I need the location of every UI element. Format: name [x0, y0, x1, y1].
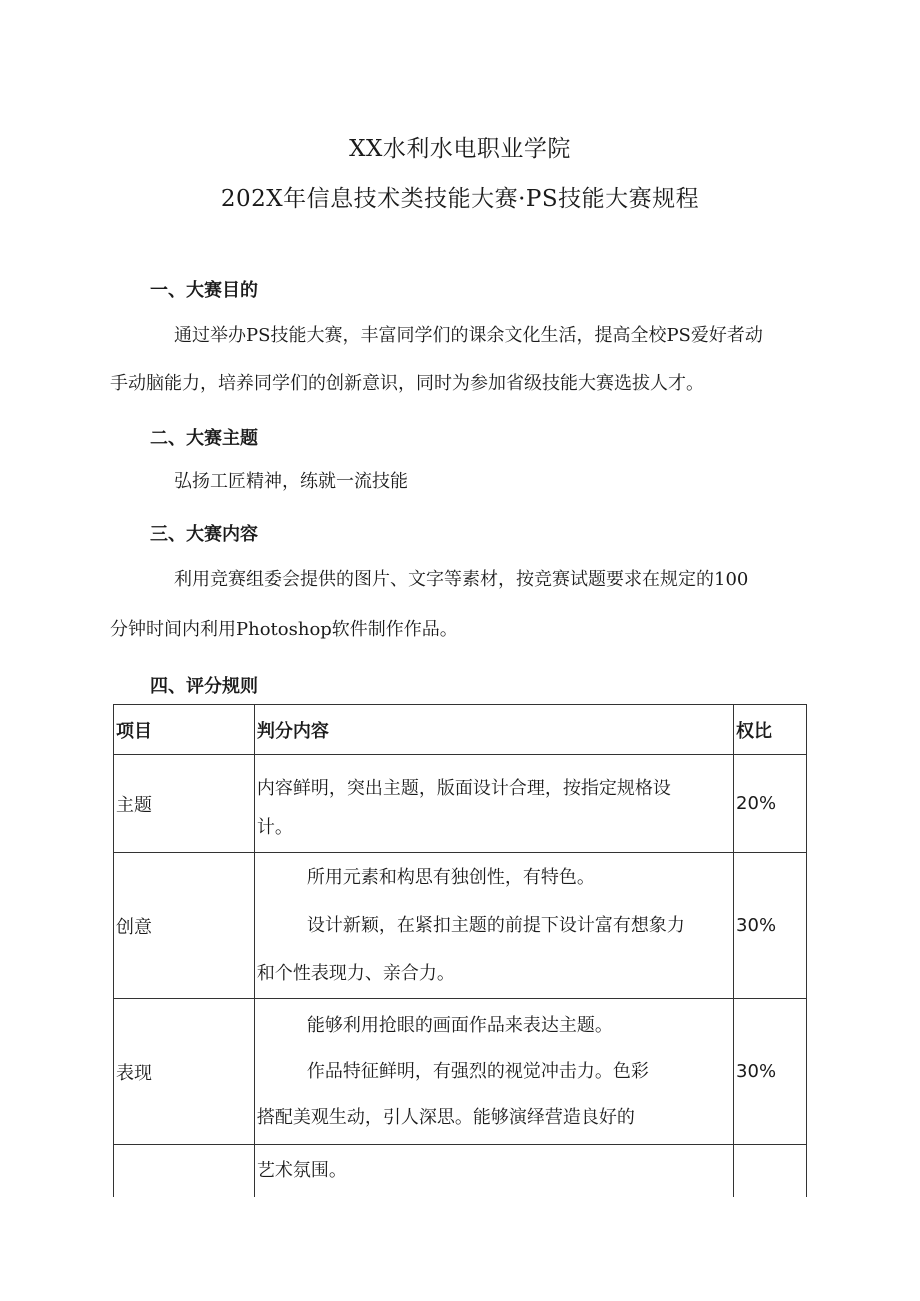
purpose-line-2: 手动脑能力，培养同学们的创新意识，同时为参加省级技能大赛选拔人才。 — [110, 373, 704, 394]
header-content: 判分内容 — [254, 705, 733, 755]
row-content-line: 设计新颖，在紧扣主题的前提下设计富有想象力 — [306, 914, 685, 936]
school-title: XX水利水电职业学院 — [349, 136, 571, 162]
row-content — [254, 755, 733, 853]
row-item: 主题 — [114, 755, 255, 853]
row-content-line: 作品特征鲜明，有强烈的视觉冲击力。色彩 — [306, 1060, 649, 1082]
contest-title: 202X年信息技术类技能大赛·PS技能大赛规程 — [220, 186, 700, 212]
row-content-line: 和个性表现力、亲合力。 — [256, 962, 455, 984]
section-heading-theme: 二、大赛主题 — [150, 428, 258, 449]
section-heading-content: 三、大赛内容 — [150, 524, 258, 545]
table-row — [114, 755, 807, 853]
theme-line: 弘扬工匠精神，练就一流技能 — [174, 471, 408, 492]
content-line-1: 利用竞赛组委会提供的图片、文字等素材，按竞赛试题要求在规定的100 — [174, 569, 749, 590]
table-header-row — [114, 705, 807, 755]
header-weight: 权比 — [734, 705, 807, 755]
row-item: 创意 — [114, 853, 255, 999]
row-content-line: 艺术氛围。 — [256, 1159, 347, 1181]
row-content-line: 能够利用抢眼的画面作品来表达主题。 — [306, 1014, 613, 1036]
row-weight: 20% — [734, 755, 807, 853]
row-content-line: 内容鲜明，突出主题，版面设计合理，按指定规格设 — [256, 777, 671, 799]
content-line-2: 分钟时间内利用Photoshop软件制作作品。 — [110, 619, 458, 640]
row-content — [254, 853, 733, 999]
section-heading-purpose: 一、大赛目的 — [150, 280, 258, 301]
row-weight: 30% — [734, 999, 807, 1145]
row-item — [114, 1145, 255, 1197]
purpose-line-1: 通过举办PS技能大赛，丰富同学们的课余文化生活，提高全校PS爱好者动 — [174, 325, 763, 346]
row-content-line: 所用元素和构思有独创性，有特色。 — [306, 866, 595, 888]
row-weight: 30% — [734, 853, 807, 999]
table-row — [114, 853, 807, 999]
table-row — [114, 999, 807, 1145]
row-weight — [734, 1145, 807, 1197]
table-row — [114, 1145, 807, 1197]
scoring-table — [113, 704, 807, 1197]
row-content-line: 计。 — [256, 816, 293, 838]
row-content — [254, 999, 733, 1145]
row-content — [254, 1145, 733, 1197]
row-content-line: 搭配美观生动，引人深思。能够演绎营造良好的 — [256, 1106, 635, 1128]
section-heading-scoring: 四、评分规则 — [150, 676, 258, 697]
row-item: 表现 — [114, 999, 255, 1145]
header-item: 项目 — [114, 705, 255, 755]
